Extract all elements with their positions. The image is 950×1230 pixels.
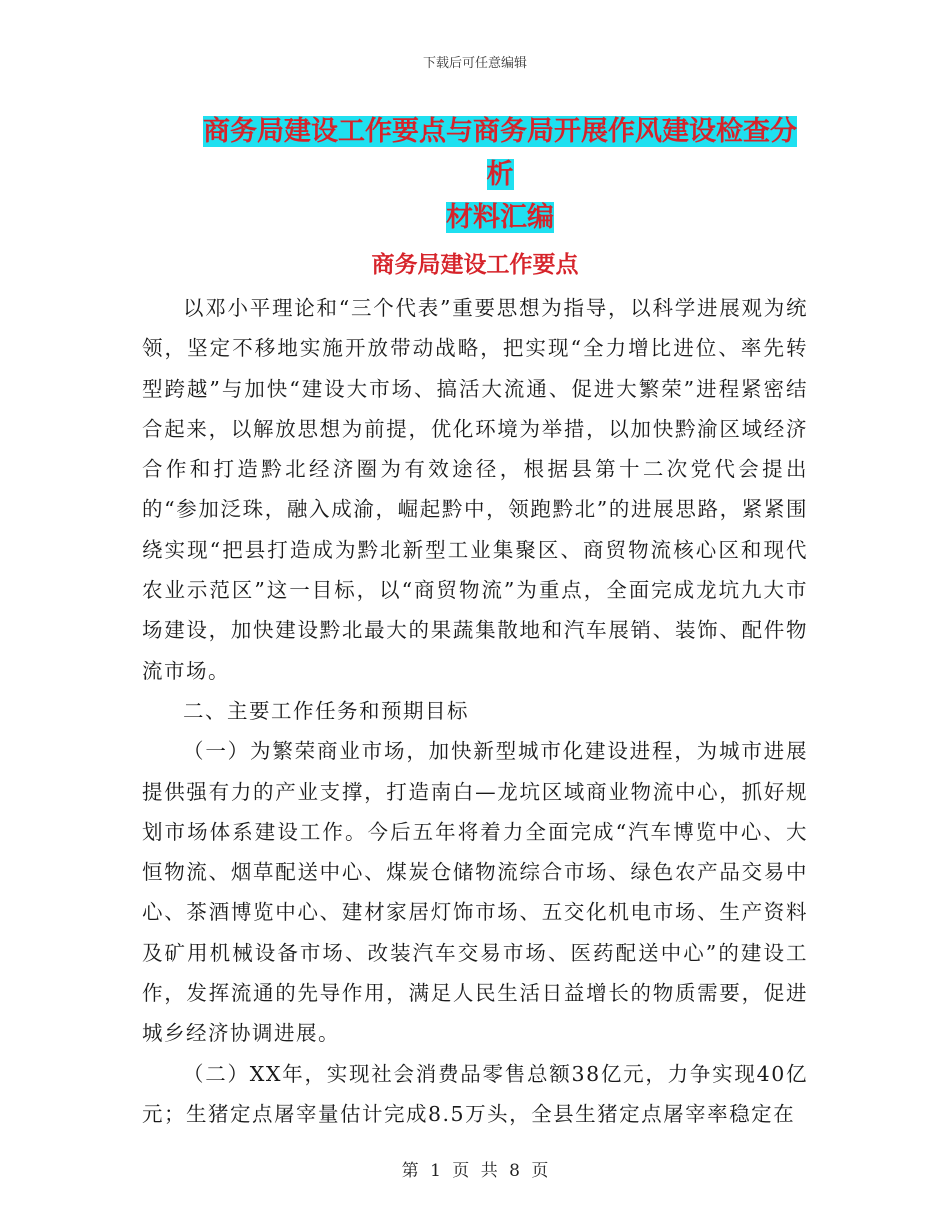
page-footer: 第 1 页 共 8 页: [401, 1161, 549, 1181]
paragraph-item-1: （一）为繁荣商业市场，加快新型城市化建设进程，为城市进展提供强有力的产业支撑，打造南白—龙坑区域商业物流中心，抓好规划市场体系建设工作。今后五年将着力全面完成“汽车博览中心、大恒物流、烟草配送中心、煤炭仓储物流综合市场、绿色农产品交易中心、茶酒博览中心、建材家居灯饰市场、五交化机电市场、生产资料及矿用机械设备市场、改装汽车交易市场、医药配送中心”的建设工作，发挥流通的先导作用，满足人民生活日益增长的物质需要，促进城乡经济协调进展。: [142, 739, 808, 1046]
section-title: 商务局建设工作要点: [371, 252, 579, 278]
document-title-line1: 商务局建设工作要点与商务局开展作风建设检查分析: [203, 116, 797, 190]
page-header-note: 下载后可任意编辑: [422, 56, 527, 71]
document-title: [195, 110, 805, 239]
paragraph-item-2: （二）XX年，实现社会消费品零售总额38亿元，力争实现40亿元；生猪定点屠宰量估计完成8.5万头，全县生猪定点屠宰率稳定在: [142, 1061, 808, 1126]
document-title-line2: 材料汇编: [446, 202, 554, 233]
body-text: [142, 288, 808, 1134]
paragraph-intro: 以邓小平理论和“三个代表”重要思想为指导，以科学进展观为统领，坚定不移地实施开放带动战略，把实现“全力增比进位、率先转型跨越”与加快“建设大市场、搞活大流通、促进大繁荣”进程紧密结合起来，以解放思想为前提，优化环境为举措，以加快黔渝区域经济合作和打造黔北经济圈为有效途径，根据县第十二次党代会提出的“参加泛珠，融入成渝，崛起黔中，领跑黔北”的进展思路，紧紧围绕实现“把县打造成为黔北新型工业集聚区、商贸物流核心区和现代农业示范区”这一目标，以“商贸物流”为重点，全面完成龙坑九大市场建设，加快建设黔北最大的果蔬集散地和汽车展销、装饰、配件物流市场。: [142, 296, 808, 683]
paragraph-heading-tasks: 二、主要工作任务和预期目标: [183, 698, 469, 723]
